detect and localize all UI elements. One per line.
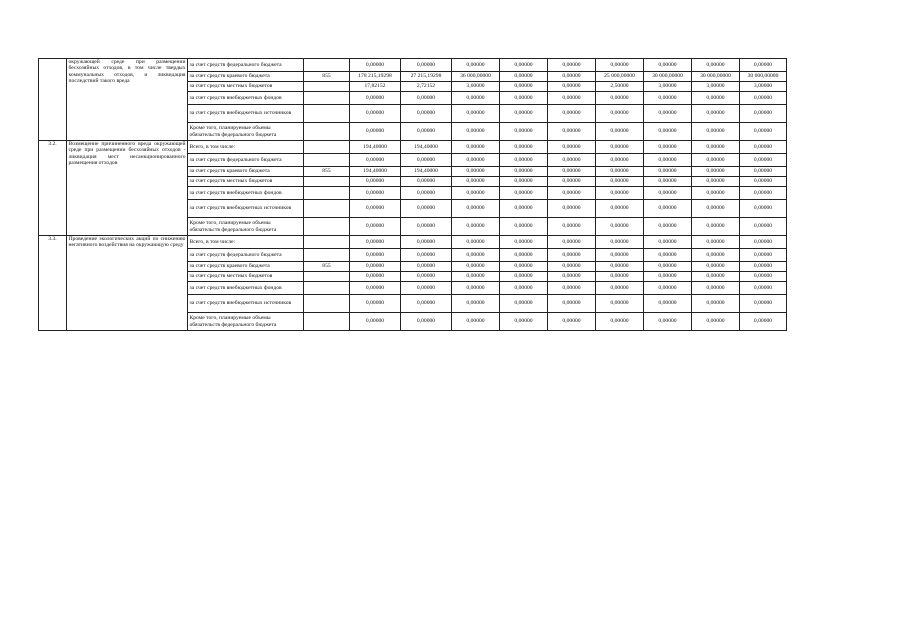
grbs-code <box>304 236 350 249</box>
grbs-code: 855 <box>304 262 350 272</box>
amount-cell: 0,00000 <box>644 218 692 236</box>
amount-cell: 0,00000 <box>401 262 452 272</box>
amount-cell: 0,00000 <box>500 141 548 154</box>
amount-cell: 194,40000 <box>401 141 452 154</box>
amount-cell: 0,00000 <box>644 313 692 331</box>
amount-cell: 0,00000 <box>692 200 740 218</box>
amount-cell: 3,00000 <box>692 82 740 92</box>
amount-cell: 0,00000 <box>350 92 401 105</box>
amount-cell: 0,00000 <box>644 177 692 187</box>
funding-source: за счет средств местных бюджетов <box>188 177 304 187</box>
amount-cell: 0,00000 <box>350 262 401 272</box>
funding-source: за счет средств федерального бюджета <box>188 59 304 72</box>
amount-cell: 0,00000 <box>740 218 787 236</box>
amount-cell: 0,00000 <box>401 105 452 123</box>
amount-cell: 0,00000 <box>740 236 787 249</box>
amount-cell: 0,00000 <box>500 295 548 313</box>
budget-table <box>38 58 787 331</box>
funding-source: за счет средств федерального бюджета <box>188 249 304 262</box>
amount-cell: 0,00000 <box>548 177 596 187</box>
funding-source: Кроме того, планируемые объемы обязательств федерального бюджета <box>188 218 304 236</box>
activity-name: Возмещение причиненного вреда окружающей среде при размещении бесхозяйных отходов - ликвидация мест несанкционированного размещения отходов <box>67 141 188 236</box>
amount-cell: 0,00000 <box>692 187 740 200</box>
amount-cell: 0,00000 <box>401 218 452 236</box>
funding-source: за счет средств краевого бюджета <box>188 72 304 82</box>
section-number: 3.3. <box>39 236 67 331</box>
amount-cell: 0,00000 <box>452 92 500 105</box>
funding-source: Всего, в том числе: <box>188 141 304 154</box>
amount-cell: 30 000,00000 <box>692 72 740 82</box>
amount-cell: 0,00000 <box>692 272 740 282</box>
amount-cell: 0,00000 <box>548 272 596 282</box>
amount-cell: 0,00000 <box>692 295 740 313</box>
amount-cell: 0,00000 <box>500 200 548 218</box>
amount-cell: 0,00000 <box>350 105 401 123</box>
funding-source: за счет средств краевого бюджета <box>188 167 304 177</box>
amount-cell: 0,00000 <box>548 82 596 92</box>
amount-cell: 3,60000 <box>452 82 500 92</box>
amount-cell: 0,00000 <box>452 218 500 236</box>
grbs-code <box>304 141 350 154</box>
grbs-code <box>304 187 350 200</box>
grbs-code <box>304 123 350 141</box>
amount-cell: 0,00000 <box>548 59 596 72</box>
amount-cell: 0,00000 <box>452 236 500 249</box>
amount-cell: 0,00000 <box>692 154 740 167</box>
amount-cell: 0,00000 <box>740 187 787 200</box>
amount-cell: 0,00000 <box>500 187 548 200</box>
amount-cell: 3,00000 <box>740 82 787 92</box>
amount-cell: 30 000,00000 <box>644 72 692 82</box>
amount-cell: 0,00000 <box>350 218 401 236</box>
amount-cell: 0,00000 <box>596 249 644 262</box>
grbs-code <box>304 92 350 105</box>
amount-cell: 0,00000 <box>740 262 787 272</box>
amount-cell: 0,00000 <box>500 82 548 92</box>
amount-cell: 0,00000 <box>500 72 548 82</box>
amount-cell: 0,00000 <box>500 262 548 272</box>
amount-cell: 194,40000 <box>401 167 452 177</box>
amount-cell: 0,00000 <box>692 313 740 331</box>
amount-cell: 0,00000 <box>500 123 548 141</box>
amount-cell: 0,00000 <box>452 249 500 262</box>
amount-cell: 0,00000 <box>644 141 692 154</box>
amount-cell: 3,00000 <box>644 82 692 92</box>
grbs-code <box>304 59 350 72</box>
amount-cell: 0,00000 <box>401 123 452 141</box>
amount-cell: 0,00000 <box>644 59 692 72</box>
amount-cell: 0,00000 <box>740 177 787 187</box>
amount-cell: 0,00000 <box>401 249 452 262</box>
funding-source: за счет средств краевого бюджета <box>188 262 304 272</box>
amount-cell: 17,82152 <box>350 82 401 92</box>
amount-cell: 0,00000 <box>452 167 500 177</box>
amount-cell: 0,00000 <box>548 141 596 154</box>
amount-cell: 36 000,00000 <box>452 72 500 82</box>
amount-cell: 0,00000 <box>740 105 787 123</box>
funding-source: за счет средств местных бюджетов <box>188 82 304 92</box>
table-row <box>39 59 787 72</box>
amount-cell: 0,00000 <box>548 218 596 236</box>
amount-cell: 0,00000 <box>350 187 401 200</box>
grbs-code <box>304 200 350 218</box>
amount-cell: 0,00000 <box>548 187 596 200</box>
amount-cell: 0,00000 <box>401 295 452 313</box>
amount-cell: 0,00000 <box>740 282 787 295</box>
amount-cell: 0,00000 <box>548 313 596 331</box>
amount-cell: 2,50000 <box>596 82 644 92</box>
amount-cell: 0,00000 <box>740 141 787 154</box>
table-row <box>39 236 787 249</box>
amount-cell: 0,00000 <box>452 295 500 313</box>
amount-cell: 0,00000 <box>644 154 692 167</box>
amount-cell: 0,00000 <box>452 262 500 272</box>
amount-cell: 0,00000 <box>644 123 692 141</box>
amount-cell: 0,00000 <box>401 59 452 72</box>
amount-cell: 0,00000 <box>452 200 500 218</box>
amount-cell: 0,00000 <box>644 295 692 313</box>
table-row <box>39 141 787 154</box>
amount-cell: 0,00000 <box>596 167 644 177</box>
amount-cell: 0,00000 <box>401 187 452 200</box>
amount-cell: 0,00000 <box>644 187 692 200</box>
amount-cell: 0,00000 <box>596 154 644 167</box>
amount-cell: 0,00000 <box>740 167 787 177</box>
amount-cell: 0,00000 <box>350 59 401 72</box>
amount-cell: 0,00000 <box>548 236 596 249</box>
amount-cell: 0,00000 <box>500 59 548 72</box>
funding-source: за счет средств внебюджетных фондов <box>188 92 304 105</box>
amount-cell: 0,00000 <box>692 167 740 177</box>
amount-cell: 0,00000 <box>740 272 787 282</box>
amount-cell: 0,00000 <box>401 272 452 282</box>
amount-cell: 0,00000 <box>548 249 596 262</box>
amount-cell: 0,00000 <box>548 154 596 167</box>
amount-cell: 0,00000 <box>500 272 548 282</box>
grbs-code <box>304 272 350 282</box>
grbs-code <box>304 177 350 187</box>
amount-cell: 0,00000 <box>401 154 452 167</box>
amount-cell: 0,00000 <box>452 123 500 141</box>
amount-cell: 0,00000 <box>548 295 596 313</box>
amount-cell: 0,00000 <box>548 282 596 295</box>
amount-cell: 0,00000 <box>452 105 500 123</box>
amount-cell: 194,40000 <box>350 167 401 177</box>
amount-cell: 178 215,19298 <box>350 72 401 82</box>
amount-cell: 0,00000 <box>596 313 644 331</box>
amount-cell: 0,00000 <box>401 282 452 295</box>
amount-cell: 0,00000 <box>452 187 500 200</box>
amount-cell: 0,00000 <box>548 105 596 123</box>
amount-cell: 0,00000 <box>350 177 401 187</box>
amount-cell: 0,00000 <box>452 59 500 72</box>
amount-cell: 0,00000 <box>644 272 692 282</box>
funding-source: за счет средств внебюджетных источников <box>188 200 304 218</box>
amount-cell: 0,00000 <box>740 59 787 72</box>
grbs-code: 855 <box>304 167 350 177</box>
amount-cell: 0,00000 <box>740 92 787 105</box>
funding-source: за счет средств внебюджетных источников <box>188 295 304 313</box>
amount-cell: 0,00000 <box>596 141 644 154</box>
amount-cell: 0,00000 <box>596 92 644 105</box>
amount-cell: 0,00000 <box>350 282 401 295</box>
amount-cell: 0,00000 <box>692 249 740 262</box>
amount-cell: 0,00000 <box>596 236 644 249</box>
amount-cell: 25 000,00000 <box>596 72 644 82</box>
amount-cell: 194,40000 <box>350 141 401 154</box>
grbs-code <box>304 154 350 167</box>
amount-cell: 0,00000 <box>644 92 692 105</box>
amount-cell: 0,00000 <box>452 272 500 282</box>
amount-cell: 0,00000 <box>692 141 740 154</box>
amount-cell: 0,00000 <box>596 218 644 236</box>
amount-cell: 0,00000 <box>500 167 548 177</box>
grbs-code <box>304 282 350 295</box>
amount-cell: 0,00000 <box>740 154 787 167</box>
amount-cell: 0,00000 <box>500 236 548 249</box>
amount-cell: 0,00000 <box>452 177 500 187</box>
amount-cell: 0,00000 <box>596 59 644 72</box>
amount-cell: 0,00000 <box>500 105 548 123</box>
grbs-code <box>304 249 350 262</box>
amount-cell: 0,00000 <box>596 123 644 141</box>
section-number <box>39 59 67 141</box>
amount-cell: 0,00000 <box>548 167 596 177</box>
grbs-code <box>304 313 350 331</box>
amount-cell: 0,00000 <box>350 313 401 331</box>
amount-cell: 0,00000 <box>692 236 740 249</box>
amount-cell: 0,00000 <box>692 105 740 123</box>
amount-cell: 0,00000 <box>692 218 740 236</box>
amount-cell: 0,00000 <box>350 123 401 141</box>
amount-cell: 0,00000 <box>740 295 787 313</box>
amount-cell: 30 000,00000 <box>740 72 787 82</box>
amount-cell: 0,00000 <box>596 295 644 313</box>
grbs-code <box>304 218 350 236</box>
amount-cell: 0,00000 <box>644 249 692 262</box>
funding-source: за счет средств внебюджетных фондов <box>188 282 304 295</box>
amount-cell: 0,00000 <box>452 141 500 154</box>
amount-cell: 0,00000 <box>548 123 596 141</box>
amount-cell: 0,00000 <box>500 177 548 187</box>
amount-cell: 0,00000 <box>596 272 644 282</box>
amount-cell: 0,00000 <box>596 105 644 123</box>
amount-cell: 0,00000 <box>452 313 500 331</box>
amount-cell: 0,00000 <box>692 92 740 105</box>
amount-cell: 0,00000 <box>548 262 596 272</box>
amount-cell: 0,00000 <box>350 272 401 282</box>
amount-cell: 0,00000 <box>350 236 401 249</box>
grbs-code <box>304 295 350 313</box>
amount-cell: 0,00000 <box>644 167 692 177</box>
amount-cell: 0,00000 <box>401 236 452 249</box>
amount-cell: 0,00000 <box>500 92 548 105</box>
amount-cell: 0,00000 <box>692 123 740 141</box>
amount-cell: 0,00000 <box>644 262 692 272</box>
amount-cell: 0,00000 <box>692 282 740 295</box>
funding-source: Кроме того, планируемые объемы обязательств федерального бюджета <box>188 313 304 331</box>
amount-cell: 0,00000 <box>350 249 401 262</box>
amount-cell: 0,00000 <box>500 154 548 167</box>
funding-source: за счет средств внебюджетных источников <box>188 105 304 123</box>
funding-source: за счет средств внебюджетных фондов <box>188 187 304 200</box>
amount-cell: 0,00000 <box>644 282 692 295</box>
amount-cell: 0,00000 <box>596 282 644 295</box>
amount-cell: 0,00000 <box>692 59 740 72</box>
table-body <box>39 59 787 331</box>
amount-cell: 0,00000 <box>500 218 548 236</box>
amount-cell: 0,00000 <box>692 177 740 187</box>
amount-cell: 0,00000 <box>350 200 401 218</box>
amount-cell: 0,00000 <box>500 282 548 295</box>
amount-cell: 27 215,19298 <box>401 72 452 82</box>
amount-cell: 0,00000 <box>452 154 500 167</box>
amount-cell: 0,00000 <box>596 187 644 200</box>
funding-source: Кроме того, планируемые объемы обязательств федерального бюджета <box>188 123 304 141</box>
activity-name: окружающей среде при размещении бесхозяйных отходов, в том числе твердых коммунальных отходов, и ликвидация последствий такого вреда <box>67 59 188 141</box>
funding-source: за счет средств федерального бюджета <box>188 154 304 167</box>
grbs-code: 855 <box>304 72 350 82</box>
amount-cell: 0,00000 <box>548 72 596 82</box>
amount-cell: 0,00000 <box>401 313 452 331</box>
funding-source: Всего, в том числе: <box>188 236 304 249</box>
grbs-code <box>304 82 350 92</box>
amount-cell: 0,00000 <box>401 177 452 187</box>
amount-cell: 2,72152 <box>401 82 452 92</box>
amount-cell: 0,00000 <box>548 92 596 105</box>
amount-cell: 0,00000 <box>740 123 787 141</box>
amount-cell: 0,00000 <box>350 295 401 313</box>
activity-name: Проведение экологических акций по снижению негативного воздействия на окружающую среду <box>67 236 188 331</box>
amount-cell: 0,00000 <box>644 236 692 249</box>
amount-cell: 0,00000 <box>500 249 548 262</box>
funding-source: за счет средств местных бюджетов <box>188 272 304 282</box>
amount-cell: 0,00000 <box>596 200 644 218</box>
amount-cell: 0,00000 <box>692 262 740 272</box>
amount-cell: 0,00000 <box>644 105 692 123</box>
amount-cell: 0,00000 <box>350 154 401 167</box>
amount-cell: 0,00000 <box>740 313 787 331</box>
amount-cell: 0,00000 <box>500 313 548 331</box>
grbs-code <box>304 105 350 123</box>
amount-cell: 0,00000 <box>401 200 452 218</box>
amount-cell: 0,00000 <box>596 262 644 272</box>
section-number: 3.2. <box>39 141 67 236</box>
amount-cell: 0,00000 <box>644 200 692 218</box>
amount-cell: 0,00000 <box>740 200 787 218</box>
amount-cell: 0,00000 <box>452 282 500 295</box>
amount-cell: 0,00000 <box>596 177 644 187</box>
amount-cell: 0,00000 <box>548 200 596 218</box>
amount-cell: 0,00000 <box>740 249 787 262</box>
amount-cell: 0,00000 <box>401 92 452 105</box>
